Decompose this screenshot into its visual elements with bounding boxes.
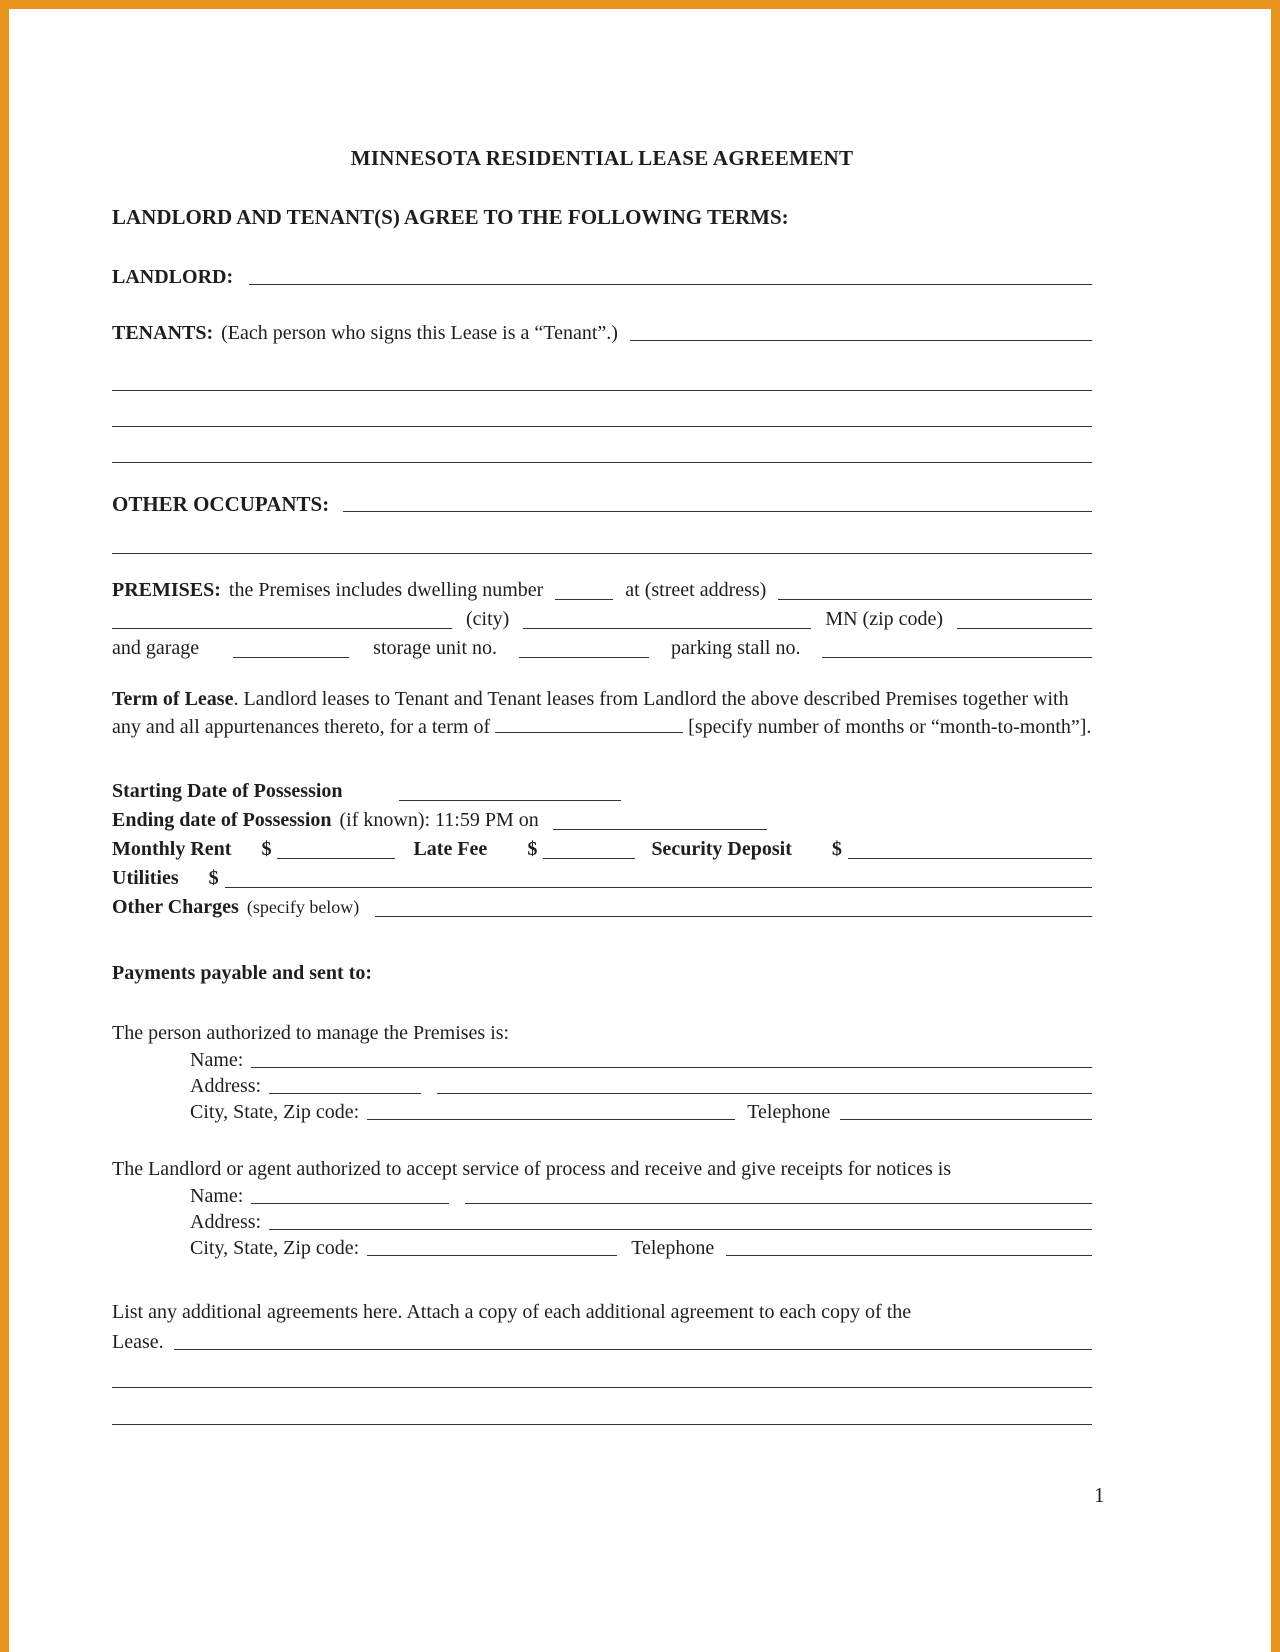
document-title: MINNESOTA RESIDENTIAL LEASE AGREEMENT [350, 146, 854, 170]
street-address-line [778, 576, 1092, 600]
additional-agreements-line [174, 1329, 1092, 1350]
premises-row-3 [112, 634, 1092, 663]
late-fee-line [543, 835, 635, 859]
ending-date-note: (if known): 11:59 PM on [339, 809, 539, 831]
tenant-blank-line [112, 462, 1092, 463]
street-address-cont-line [112, 605, 452, 629]
ending-date-row [112, 806, 1092, 835]
tenants-row [112, 320, 1092, 346]
city-state-zip-label: City, State, Zip code: [190, 1101, 360, 1123]
blank-line [112, 1424, 1092, 1425]
additional-agreements-text: List any additional agreements here. Attach a copy of each additional agreement to each copy of the [112, 1301, 912, 1323]
monthly-rent-label: Monthly Rent [112, 838, 232, 860]
term-of-lease-note: [specify number of months or “month-to-month”]. [688, 716, 1092, 738]
zip-line [957, 605, 1092, 629]
dollar-sign: $ [208, 867, 219, 889]
tenant-blank-line [112, 426, 1092, 427]
city-state-zip-label: City, State, Zip code: [190, 1237, 360, 1259]
address-label: Address: [190, 1075, 262, 1097]
term-of-lease-text: . Landlord leases to Tenant and Tenant leases from Landlord the above described Premises together with any and all appurtenances thereto, for a term of [112, 688, 1069, 738]
other-charges-label: Other Charges [112, 896, 239, 918]
term-of-lease-paragraph [112, 685, 1092, 741]
tenants-fill-line [630, 320, 1092, 341]
other-occupants-row [112, 491, 1092, 517]
manager-telephone-line [840, 1099, 1092, 1120]
late-fee-label: Late Fee [413, 838, 488, 860]
premises-row-1 [112, 576, 1092, 605]
starting-date-row [112, 777, 1092, 806]
telephone-label: Telephone [747, 1101, 831, 1123]
other-charges-line [375, 893, 1092, 917]
ending-date-line [553, 806, 767, 830]
term-length-line [495, 718, 683, 733]
agent-intro: The Landlord or agent authorized to accept service of process and receive and give receipts for notices is [112, 1158, 952, 1180]
agent-city-line [367, 1235, 617, 1256]
parking-text: parking stall no. [671, 637, 801, 659]
page-number: 1 [1094, 1483, 1105, 1507]
payments-heading: Payments payable and sent to: [112, 962, 373, 984]
manager-name-row [190, 1047, 1092, 1073]
name-label: Name: [190, 1049, 244, 1071]
utilities-row [112, 864, 1092, 893]
term-of-lease-label: Term of Lease [112, 688, 234, 710]
premises-dwelling-text: the Premises includes dwelling number [228, 579, 544, 601]
storage-line [519, 634, 649, 658]
security-deposit-label: Security Deposit [651, 838, 792, 860]
garage-text: and garage [112, 637, 200, 659]
address-label: Address: [190, 1211, 262, 1233]
landlord-row [112, 264, 1092, 290]
terms-heading: LANDLORD AND TENANT(S) AGREE TO THE FOLLOWING TERMS: [112, 205, 789, 229]
agent-name-row [190, 1183, 1092, 1209]
tenants-note: (Each person who signs this Lease is a “Tenant”.) [221, 322, 618, 344]
dollar-sign: $ [261, 838, 272, 860]
tenants-label: TENANTS: [112, 322, 214, 344]
premises-row-2 [112, 605, 1092, 634]
manager-name-line [251, 1047, 1092, 1068]
manager-city-line [367, 1099, 735, 1120]
dwelling-number-line [555, 576, 613, 600]
premises-section [112, 576, 1092, 663]
manager-city-row [190, 1099, 1092, 1125]
city-line [523, 605, 811, 629]
other-charges-row [112, 893, 1092, 922]
utilities-line [225, 864, 1092, 888]
utilities-label: Utilities [112, 867, 179, 889]
street-address-text: at (street address) [625, 579, 767, 601]
agent-name-line [251, 1183, 449, 1204]
agent-city-row [190, 1235, 1092, 1261]
city-label: (city) [466, 608, 510, 630]
other-occupants-label: OTHER OCCUPANTS: [112, 492, 330, 516]
other-charges-note: (specify below) [246, 897, 360, 917]
dollar-sign: $ [831, 838, 842, 860]
telephone-label: Telephone [631, 1237, 715, 1259]
additional-agreements-lease-word: Lease. [112, 1331, 164, 1353]
parking-line [822, 634, 1092, 658]
landlord-fill-line [249, 264, 1092, 285]
blank-line [112, 1387, 1092, 1388]
document-content [112, 0, 1092, 1425]
starting-date-line [399, 777, 621, 801]
additional-agreements-row [112, 1329, 1092, 1355]
name-label: Name: [190, 1185, 244, 1207]
manager-address-line [269, 1073, 421, 1094]
other-occupants-fill-line [343, 491, 1092, 512]
zip-label: MN (zip code) [825, 608, 944, 630]
agent-name-line [465, 1183, 1092, 1204]
manager-address-row [190, 1073, 1092, 1099]
section-divider-line [112, 553, 1092, 554]
agent-address-row [190, 1209, 1092, 1235]
garage-line [233, 634, 349, 658]
tenant-blank-line [112, 390, 1092, 391]
monthly-rent-line [277, 835, 395, 859]
manager-intro: The person authorized to manage the Premises is: [112, 1022, 510, 1044]
landlord-label: LANDLORD: [112, 266, 234, 288]
security-deposit-line [848, 835, 1092, 859]
starting-date-label: Starting Date of Possession [112, 780, 343, 802]
agent-address-line [269, 1209, 1092, 1230]
premises-label: PREMISES: [112, 579, 221, 601]
rent-row [112, 835, 1092, 864]
storage-text: storage unit no. [373, 637, 498, 659]
ending-date-label: Ending date of Possession [112, 809, 332, 831]
agent-telephone-line [726, 1235, 1092, 1256]
manager-address-line [437, 1073, 1092, 1094]
dollar-sign: $ [527, 838, 538, 860]
